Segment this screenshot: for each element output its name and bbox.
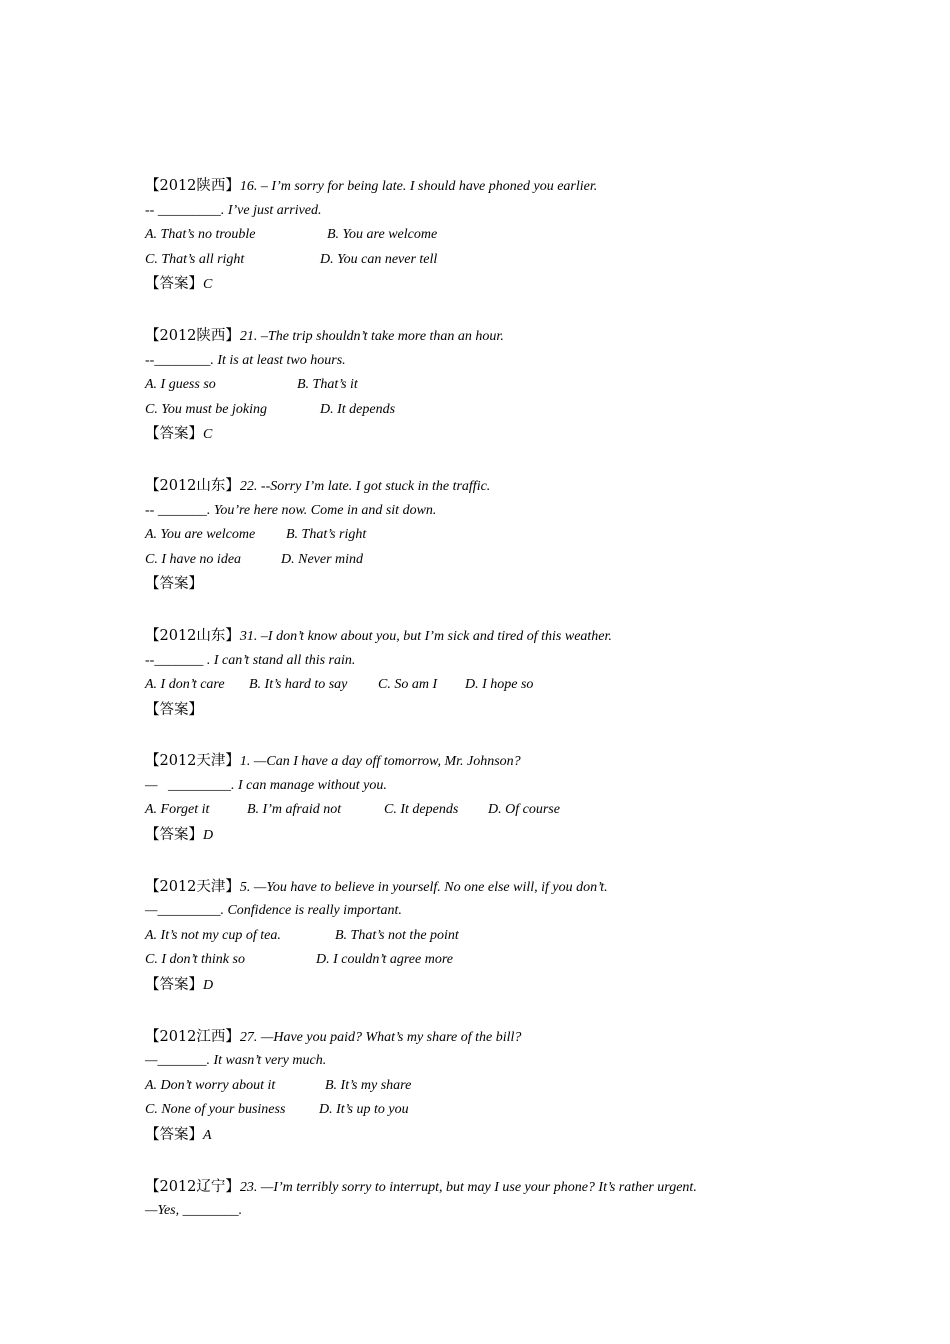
reply-line: --________. It is at least two hours. [145,352,346,368]
option-b: B. I’m afraid not [247,802,342,818]
question-stem: 22. --Sorry I’m late. I got stuck in the traffic. [239,478,491,494]
question-stem-line [145,1025,845,1050]
option-a: A. Forget it [145,802,210,818]
answer-line [145,572,845,597]
options-row [145,924,845,949]
reply-line: --_______ . I can’t stand all this rain. [145,652,356,668]
source-tag: 【2012山东】 [145,627,240,644]
answer-line [145,698,845,723]
option-b: B. That’s right [286,527,367,543]
option-c: C. I have no idea [145,551,242,567]
answer-value: D [203,828,214,844]
question-stem: 27. —Have you paid? What’s my share of the bill? [239,1029,522,1045]
answer-value: D [203,978,214,994]
option-d: D. It depends [320,401,396,417]
option-c: C. None of your business [145,1102,286,1118]
reply-line: -- _______. You’re here now. Come in and sit down. [145,502,437,518]
question-stem: 16. – I’m sorry for being late. I should have phoned you earlier. [239,179,598,194]
answer-label: 【答案】 [145,426,203,443]
option-a: A. I guess so [145,377,216,393]
answer-value: A [203,1128,212,1143]
option-d: D. Never mind [281,551,364,567]
option-b: B. That’s it [297,377,358,393]
question-stem: 21. –The trip shouldn’t take more than an hour. [239,328,504,344]
option-a: A. It’s not my cup of tea. [145,927,281,943]
options-row [145,1074,845,1099]
question-shaanxi-21 [145,324,845,447]
question-shandong-31 [145,624,845,722]
question-stem: 23. —I’m terribly sorry to interrupt, but may I use your phone? It’s rather urgent. [239,1179,697,1195]
source-tag: 【2012辽宁】 [145,1178,240,1195]
option-d: D. You can never tell [320,251,438,267]
document-body [145,174,845,1251]
answer-value: C [203,427,213,443]
option-a: A. Don’t worry about it [145,1077,276,1093]
option-c: C. It depends [384,802,459,818]
source-tag: 【2012陕西】 [145,178,240,194]
reply-line: — _________. I can manage without you. [145,777,387,793]
answer-line [145,973,845,998]
question-stem: 1. —Can I have a day off tomorrow, Mr. Johnson? [239,754,521,770]
answer-label: 【答案】 [145,276,203,293]
reply-line: —_______. It wasn’t very much. [145,1053,327,1069]
option-d: D. I couldn’t agree more [316,952,453,968]
question-tianjin-1 [145,749,845,847]
answer-label: 【答案】 [145,977,203,994]
source-tag: 【2012天津】 [145,878,240,895]
question-stem-line [145,875,845,900]
answer-line [145,422,845,447]
option-b: B. It’s hard to say [249,677,348,693]
source-tag: 【2012陕西】 [145,327,240,344]
source-tag: 【2012天津】 [145,753,240,770]
reply-line: -- _________. I’ve just arrived. [145,202,322,218]
question-stem-line [145,174,845,199]
option-d: D. It’s up to you [319,1102,409,1118]
question-stem-line [145,624,845,649]
answer-line [145,272,845,297]
option-c: C. I don’t think so [145,952,245,968]
option-b: B. You are welcome [327,227,438,243]
question-stem-line [145,474,845,499]
question-liaoning-23 [145,1175,845,1224]
answer-label: 【答案】 [145,701,203,718]
option-a: A. You are welcome [145,527,256,543]
option-a: A. I don’t care [145,677,225,693]
reply-line: —_________. Confidence is really important. [145,903,402,919]
reply-line: —Yes, ________. [145,1203,243,1219]
options-row [145,248,845,273]
options-row [145,223,845,248]
options-row [145,1098,845,1123]
question-shaanxi-16 [145,174,845,297]
question-stem: 5. —You have to believe in yourself. No one else will, if you don’t. [239,879,608,895]
answer-label: 【答案】 [145,1127,203,1143]
options-row [145,548,845,573]
question-stem-line [145,749,845,774]
options-row [145,523,845,548]
option-a: A. That’s no trouble [145,227,256,243]
option-b: B. That’s not the point [335,927,459,943]
options-row [145,948,845,973]
options-row [145,398,845,423]
question-shandong-22 [145,474,845,597]
question-tianjin-5 [145,875,845,998]
answer-label: 【答案】 [145,827,203,844]
options-row [145,673,845,698]
source-tag: 【2012山东】 [145,477,240,494]
option-c: C. So am I [378,677,438,693]
option-c: C. That’s all right [145,251,245,267]
question-jiangxi-27 [145,1025,845,1148]
options-row [145,798,845,823]
option-c: C. You must be joking [145,401,267,417]
answer-value: C [203,277,213,293]
question-stem-line [145,1175,845,1200]
options-row [145,373,845,398]
option-b: B. It’s my share [325,1077,412,1093]
source-tag: 【2012江西】 [145,1028,240,1045]
option-d: D. Of course [488,802,560,818]
option-d: D. I hope so [465,677,534,693]
answer-line [145,1123,845,1148]
answer-label: 【答案】 [145,576,203,593]
answer-line [145,823,845,848]
question-stem: 31. –I don’t know about you, but I’m sick and tired of this weather. [239,628,612,644]
question-stem-line [145,324,845,349]
